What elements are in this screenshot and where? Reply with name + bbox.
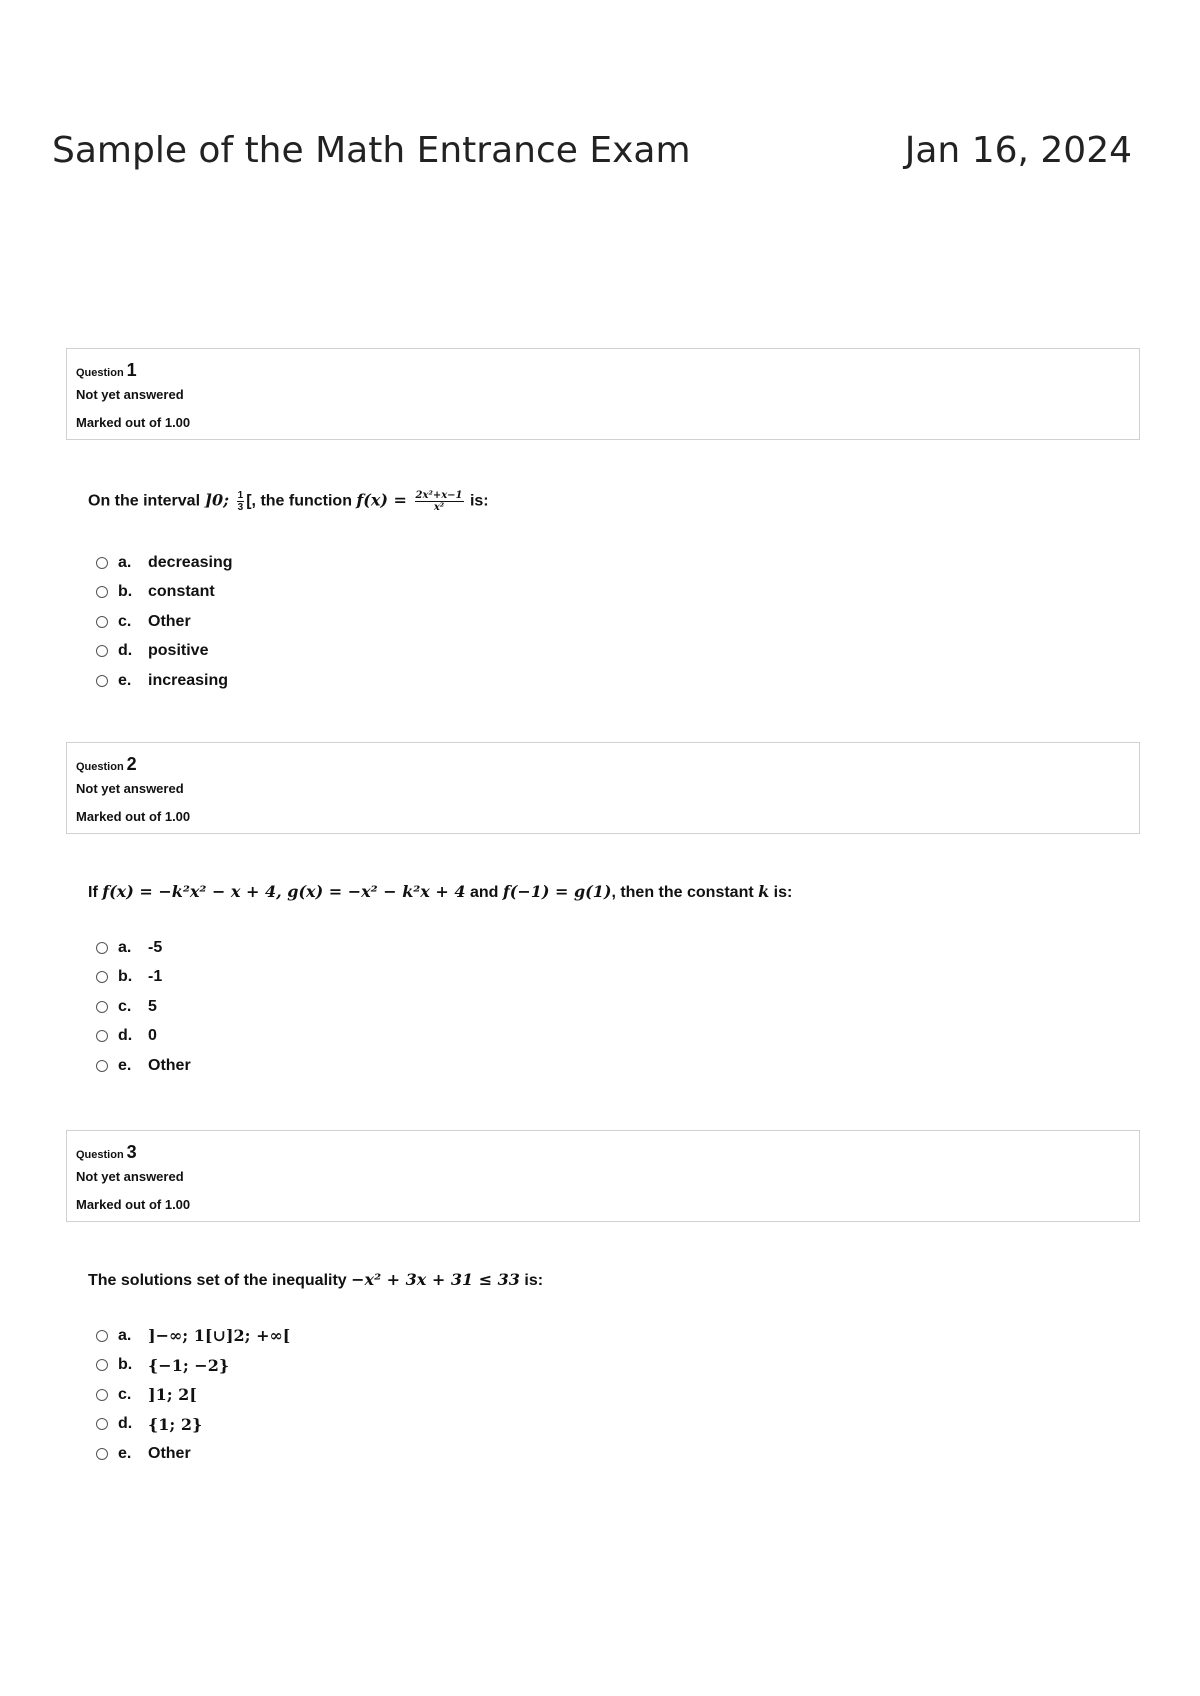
radio-button[interactable]	[96, 1359, 108, 1371]
radio-button[interactable]	[96, 1418, 108, 1430]
option-b[interactable]: b. -1	[96, 963, 191, 993]
question-label: Question	[76, 761, 124, 773]
radio-button[interactable]	[96, 1330, 108, 1342]
page-title: Sample of the Math Entrance Exam	[52, 130, 691, 171]
radio-button[interactable]	[96, 942, 108, 954]
option-e[interactable]: e. increasing	[96, 666, 232, 696]
option-e[interactable]: e. Other	[96, 1051, 191, 1081]
radio-button[interactable]	[96, 557, 108, 569]
option-c[interactable]: c. 5	[96, 992, 191, 1022]
radio-button[interactable]	[96, 586, 108, 598]
question-3-text: The solutions set of the inequality −x² + 3x + 31 ≤ 33 is:	[88, 1270, 544, 1289]
option-a[interactable]: a. -5	[96, 933, 191, 963]
question-label: Question	[76, 1149, 124, 1161]
fraction: $\frac{1}{3}$	[237, 490, 244, 513]
radio-button[interactable]	[96, 1030, 108, 1042]
option-a[interactable]: a. ]−∞; 1[∪]2; +∞[	[96, 1321, 290, 1351]
radio-button[interactable]	[96, 1389, 108, 1401]
radio-button[interactable]	[96, 675, 108, 687]
question-number: 2	[126, 754, 137, 774]
question-2-text: If f(x) = −k²x² − x + 4, g(x) = −x² − k²x + 4 and f(−1) = g(1), then the constant k is:	[88, 882, 793, 901]
question-2-options	[96, 933, 191, 1081]
radio-button[interactable]	[96, 1448, 108, 1460]
radio-button[interactable]	[96, 971, 108, 983]
option-c[interactable]: c. Other	[96, 607, 232, 637]
question-3-options	[96, 1321, 290, 1469]
option-b[interactable]: b. constant	[96, 578, 232, 608]
question-number: 1	[126, 360, 137, 380]
option-a[interactable]: a. decreasing	[96, 548, 232, 578]
option-c[interactable]: c. ]1; 2[	[96, 1380, 290, 1410]
question-status: Not yet answered	[76, 1169, 184, 1184]
question-marks: Marked out of 1.00	[76, 1197, 191, 1212]
question-status: Not yet answered	[76, 387, 184, 402]
question-3-info	[66, 1130, 1140, 1222]
radio-button[interactable]	[96, 645, 108, 657]
question-1-options	[96, 548, 232, 696]
radio-button[interactable]	[96, 616, 108, 628]
question-label: Question	[76, 367, 124, 379]
option-e[interactable]: e. Other	[96, 1439, 290, 1469]
page-header	[52, 130, 1132, 171]
question-number: 3	[126, 1142, 137, 1162]
radio-button[interactable]	[96, 1060, 108, 1072]
question-1-info	[66, 348, 1140, 440]
option-b[interactable]: b. {−1; −2}	[96, 1351, 290, 1381]
option-d[interactable]: d. {1; 2}	[96, 1410, 290, 1440]
question-marks: Marked out of 1.00	[76, 809, 191, 824]
fraction: $\frac{\text{2x²+x−1}}{\text{x²}}$	[415, 490, 463, 513]
question-1-text: On the interval ]0; $\frac{1}{3}$ [, the function f(x) = $\frac{\text{2x²+x−1}}{\text{x²}}$ is:	[88, 490, 489, 513]
page-date: Jan 16, 2024	[904, 130, 1132, 171]
question-status: Not yet answered	[76, 781, 184, 796]
question-marks: Marked out of 1.00	[76, 415, 191, 430]
option-d[interactable]: d. 0	[96, 1022, 191, 1052]
option-d[interactable]: d. positive	[96, 637, 232, 667]
radio-button[interactable]	[96, 1001, 108, 1013]
question-2-info	[66, 742, 1140, 834]
